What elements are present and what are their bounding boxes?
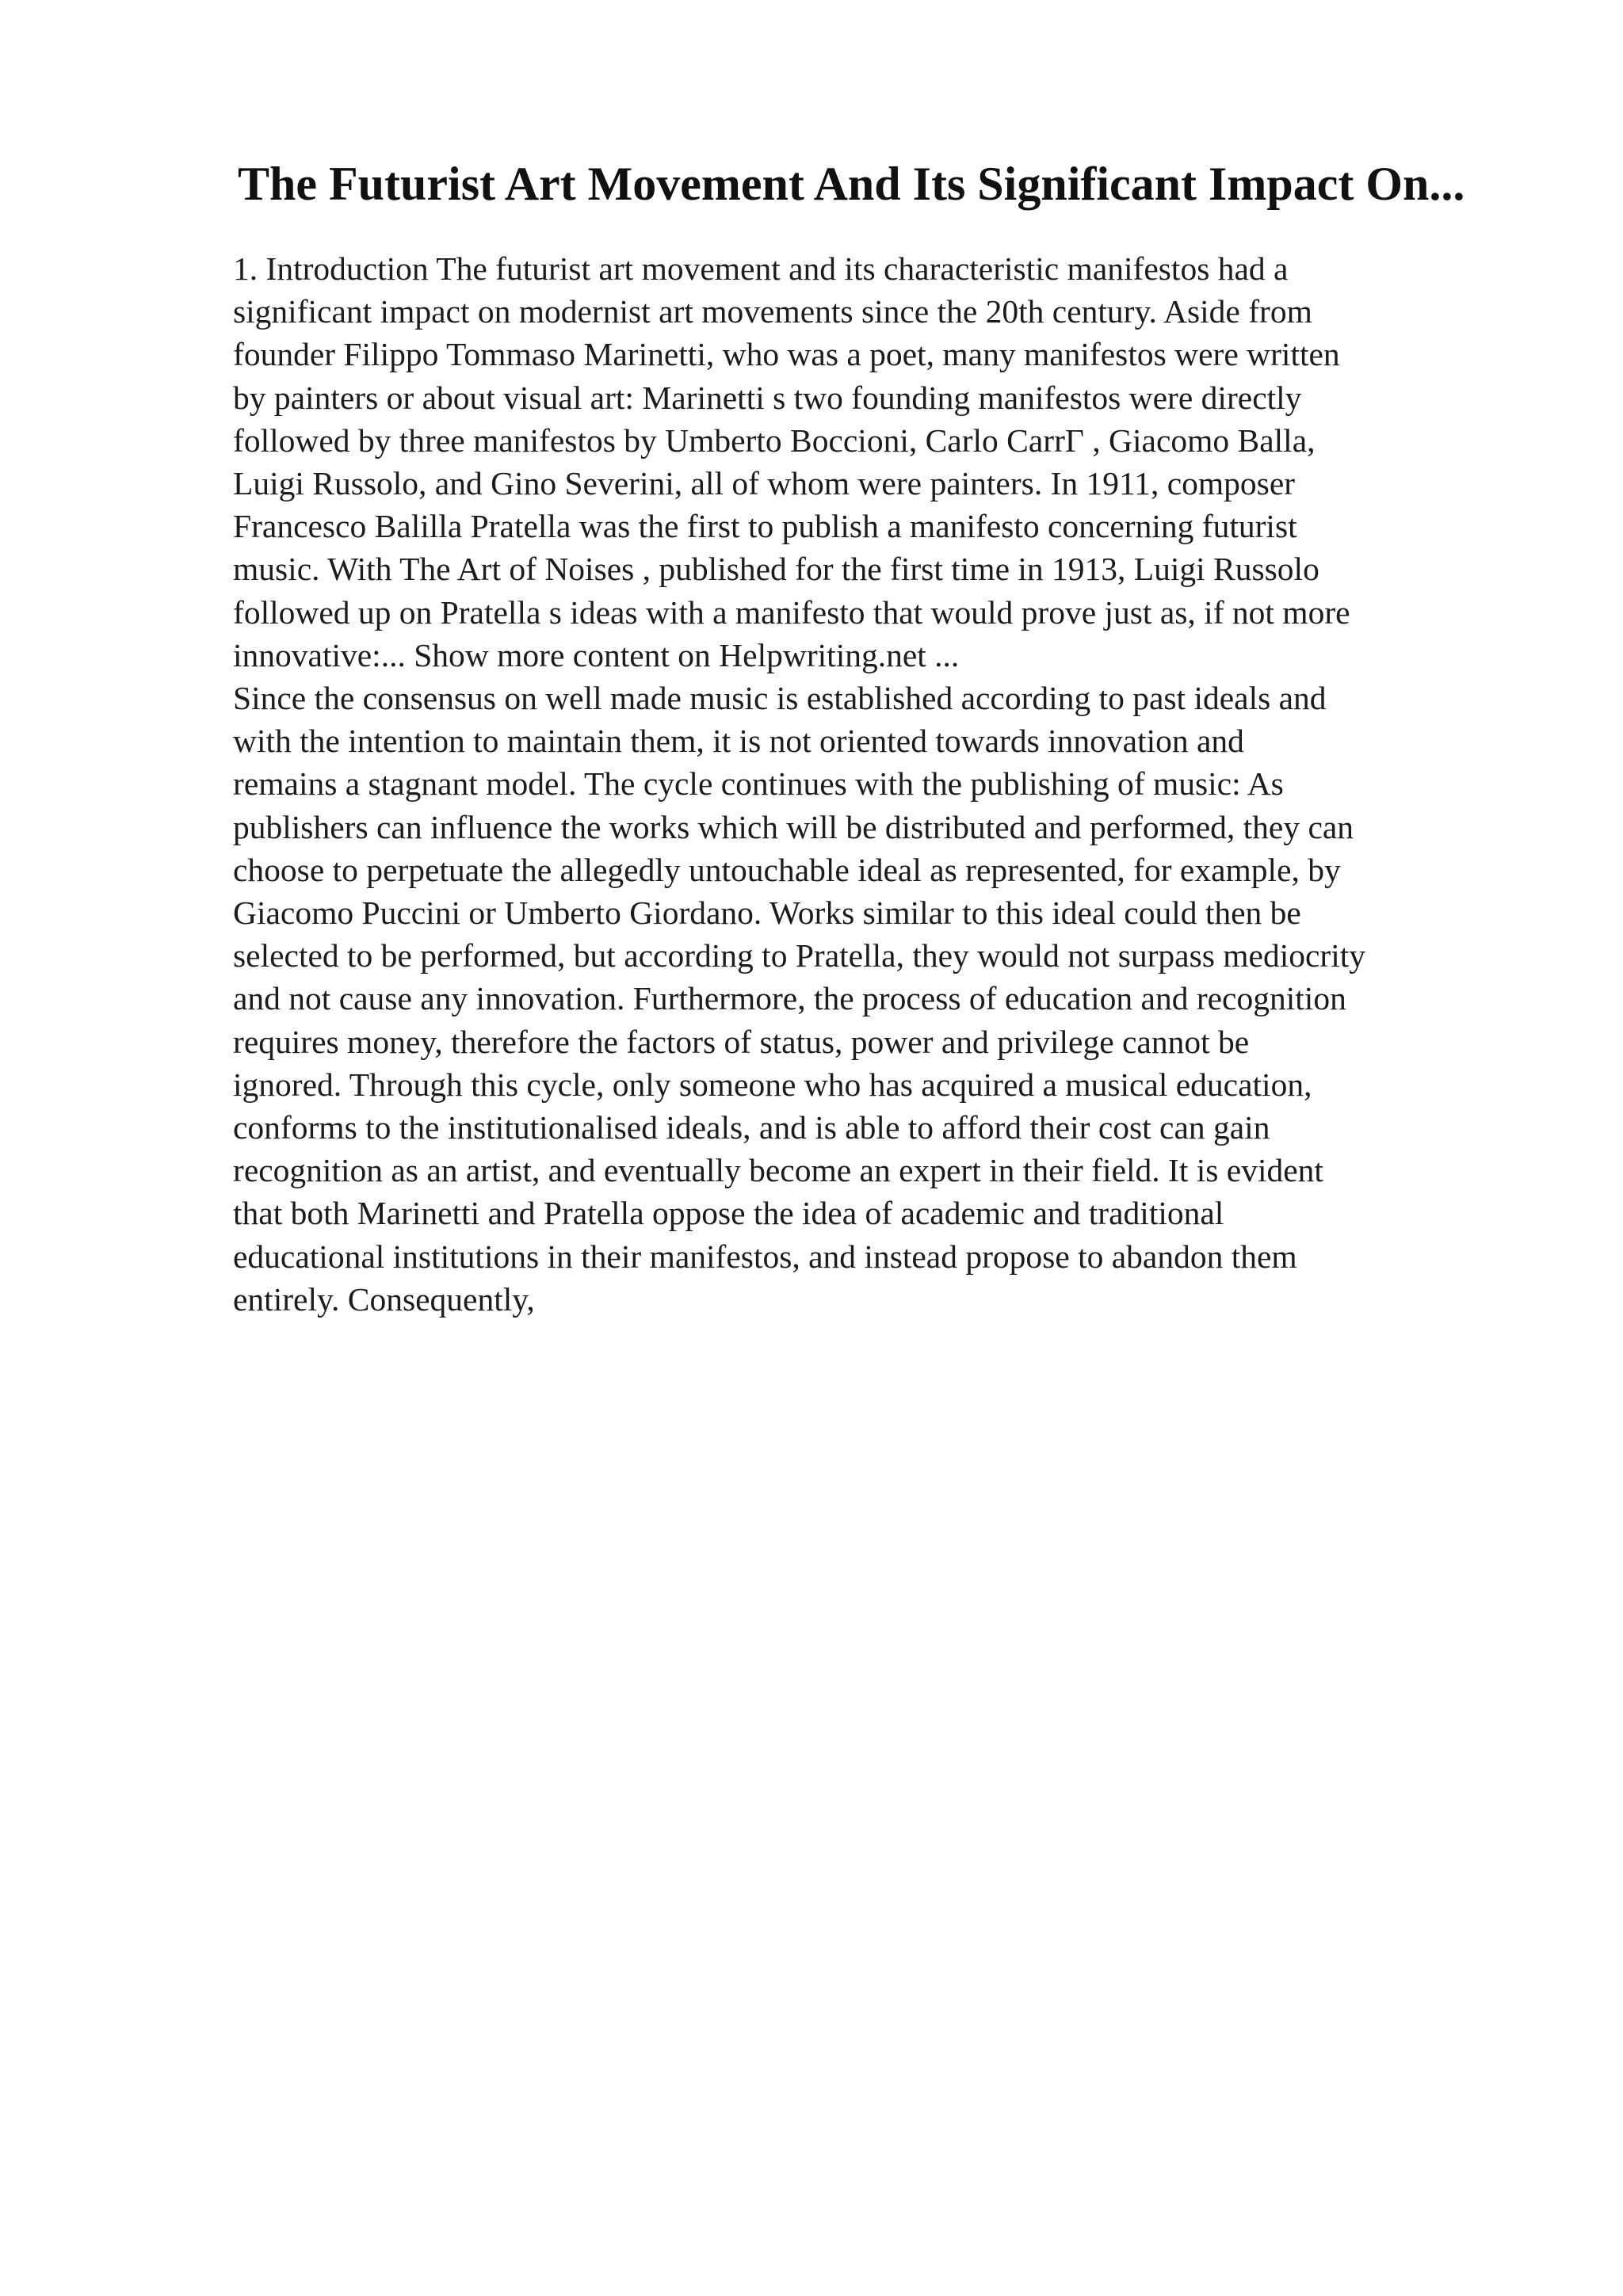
text-line: Francesco Balilla Pratella was the first to publish a manifesto concerning futurist [233, 508, 1297, 545]
paragraph-introduction [233, 247, 1517, 677]
text-line: publishers can influence the works which will be distributed and performed, they can [233, 808, 1354, 845]
text-line: and not cause any innovation. Furthermore, the process of education and recognition [233, 980, 1346, 1017]
text-line: requires money, therefore the factors of status, power and privilege cannot be [233, 1023, 1250, 1060]
text-line: remains a stagnant model. The cycle continues with the publishing of music: As [233, 765, 1284, 803]
paragraph-continuation [233, 677, 1517, 1321]
text-line: founder Filippo Tommaso Marinetti, who was a poet, many manifestos were written [233, 336, 1340, 373]
text-line: entirely. Consequently, [233, 1280, 535, 1318]
document-body [233, 247, 1517, 1321]
text-line: conforms to the institutionalised ideals, and is able to afford their cost can gain [233, 1109, 1270, 1146]
text-line: choose to perpetuate the allegedly untouchable ideal as represented, for example, by [233, 851, 1341, 888]
text-line: followed by three manifestos by Umberto Boccioni, Carlo CarrΓ , Giacomo Balla, [233, 421, 1316, 459]
text-line: educational institutions in their manifestos, and instead propose to abandon them [233, 1238, 1297, 1275]
text-line: 1. Introduction The futurist art movement and its characteristic manifestos had a [233, 250, 1289, 287]
document-title: The Futurist Art Movement And Its Significant Impact On... [238, 158, 1465, 210]
text-line: with the intention to maintain them, it is not oriented towards innovation and [233, 723, 1244, 760]
text-line: Since the consensus on well made music is established according to past ideals and [233, 680, 1327, 717]
text-line: recognition as an artist, and eventually become an expert in their field. It is evident [233, 1152, 1323, 1189]
text-line: that both Marinetti and Pratella oppose the idea of academic and traditional [233, 1195, 1224, 1232]
text-line: ignored. Through this cycle, only someone who has acquired a musical education, [233, 1066, 1312, 1103]
text-line: significant impact on modernist art movements since the 20th century. Aside from [233, 293, 1312, 330]
text-line: Giacomo Puccini or Umberto Giordano. Works similar to this ideal could then be [233, 894, 1301, 932]
text-line: selected to be performed, but according to Pratella, they would not surpass mediocrity [233, 937, 1366, 974]
text-line: music. With The Art of Noises , published for the first time in 1913, Luigi Russolo [233, 551, 1319, 588]
text-line: innovative:... Show more content on Helpwriting.net ... [233, 636, 960, 673]
text-line: followed up on Pratella s ideas with a manifesto that would prove just as, if not more [233, 593, 1350, 631]
text-line: Luigi Russolo, and Gino Severini, all of whom were painters. In 1911, composer [233, 465, 1296, 502]
text-line: by painters or about visual art: Marinetti s two founding manifestos were directly [233, 379, 1302, 416]
